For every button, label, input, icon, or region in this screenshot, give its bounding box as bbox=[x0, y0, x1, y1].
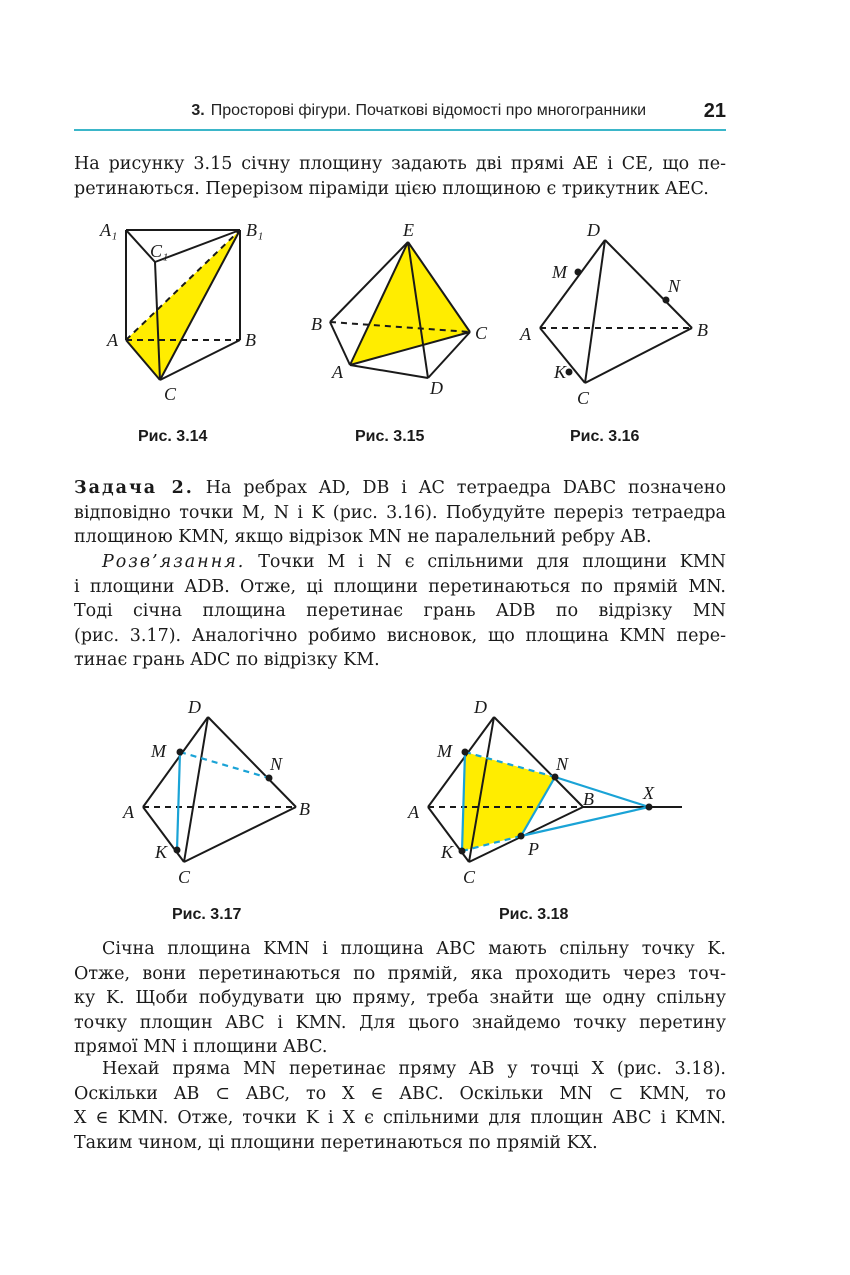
label-B: B bbox=[311, 314, 322, 334]
segment-KM bbox=[177, 752, 180, 850]
label-D: D bbox=[587, 220, 600, 240]
text-line: (рис. 3.17). Аналогічно робимо висновок, що площина KMN пере- bbox=[74, 625, 726, 646]
caption-3-18: Рис. 3.18 bbox=[499, 906, 569, 923]
label-B: B bbox=[583, 789, 594, 809]
figure-3-17 bbox=[143, 717, 296, 862]
text-line: Отже, вони перетинаються по прямій, яка проходить через точ- bbox=[74, 963, 726, 984]
text-line: тинає грань ADC по відрізку KM. bbox=[74, 650, 380, 670]
page-number: 21 bbox=[703, 100, 726, 122]
text-line: ретинаються. Перерізом піраміди цією площиною є трикутник AEC. bbox=[74, 178, 709, 199]
label-M: M bbox=[552, 262, 567, 282]
text-line: Оскільки AB ⊂ ABC, то X ∈ ABC. Оскільки MN ⊂ KMN, то bbox=[74, 1083, 726, 1104]
text-line: ку K. Щоби побудувати цю пряму, треба знайти ще одну спільну bbox=[74, 988, 726, 1008]
chapter-number: 3. bbox=[191, 102, 205, 119]
text-line: і площини ADB. Отже, ці площини перетинаються по прямій MN. bbox=[74, 576, 726, 597]
point-M bbox=[462, 749, 469, 756]
text-line: відповідно точки M, N і K (рис. 3.16). Побудуйте переріз тетраедра bbox=[74, 502, 726, 523]
label-D: D bbox=[430, 378, 443, 398]
point-M bbox=[177, 749, 184, 756]
text-line bbox=[74, 550, 726, 575]
label-B: B bbox=[697, 320, 708, 340]
text-line: площиною KMN, якщо відрізок MN не паралельний ребру AB. bbox=[74, 527, 652, 547]
label-M: M bbox=[151, 741, 166, 761]
text-line: точку площин ABC і KMN. Для цього знайдемо точку перетину bbox=[74, 1012, 726, 1033]
point-P bbox=[518, 833, 525, 840]
label-C: C bbox=[463, 867, 476, 887]
label-A: A bbox=[123, 802, 134, 822]
point-M bbox=[575, 269, 582, 276]
label-C: C bbox=[475, 323, 488, 343]
task-text: На ребрах AD, DB і AC тетраедра DABC позначено bbox=[193, 478, 726, 498]
label-K: K bbox=[155, 842, 168, 862]
task-heading: Задача 2. bbox=[74, 478, 194, 498]
point-N bbox=[552, 774, 559, 781]
label-A1: A₁ bbox=[100, 220, 118, 240]
label-B: B bbox=[299, 799, 310, 819]
paragraph-3 bbox=[74, 937, 726, 1060]
label-C1: C₁ bbox=[150, 241, 169, 261]
figure-3-14 bbox=[126, 230, 240, 380]
label-B: B bbox=[245, 330, 256, 350]
paragraph-4 bbox=[74, 1057, 726, 1155]
label-A: A bbox=[408, 802, 419, 822]
point-K bbox=[566, 369, 573, 376]
text-line: Нехай пряма MN перетинає пряму AB у точці X (рис. 3.18). bbox=[102, 1059, 726, 1079]
label-M: M bbox=[437, 741, 452, 761]
label-B1: B₁ bbox=[246, 220, 264, 240]
point-N bbox=[663, 297, 670, 304]
label-D: D bbox=[474, 697, 487, 717]
label-A: A bbox=[332, 362, 343, 382]
task-paragraph bbox=[74, 476, 726, 550]
label-A: A bbox=[520, 324, 531, 344]
label-C: C bbox=[178, 867, 191, 887]
label-N: N bbox=[270, 754, 283, 774]
caption-3-17: Рис. 3.17 bbox=[172, 906, 242, 923]
text-line bbox=[74, 476, 726, 501]
label-K: K bbox=[554, 362, 567, 382]
chapter-title-text: Просторові фігури. Початкові відомості про многогранники bbox=[210, 102, 646, 119]
label-N: N bbox=[556, 754, 569, 774]
label-N: N bbox=[668, 276, 681, 296]
point-N bbox=[266, 775, 273, 782]
text-line: прямої MN і площини ABC. bbox=[74, 1037, 328, 1057]
label-X: X bbox=[643, 783, 654, 803]
label-C: C bbox=[164, 384, 177, 404]
label-P: P bbox=[528, 839, 539, 859]
text-line: X ∈ KMN. Отже, точки K і X є спільними для площин ABC і KMN. bbox=[74, 1108, 726, 1128]
solution-heading: Розв’язання. bbox=[102, 552, 246, 572]
caption-3-14: Рис. 3.14 bbox=[138, 428, 208, 445]
text-line: Тоді січна площина перетинає грань ADB по відрізку MN bbox=[74, 601, 726, 621]
caption-3-16: Рис. 3.16 bbox=[570, 428, 640, 445]
point-X bbox=[646, 804, 653, 811]
text-line: На рисунку 3.15 січну площину задають дві прямі AE і CE, що пе- bbox=[74, 154, 726, 174]
point-K bbox=[174, 847, 181, 854]
figure-3-15 bbox=[330, 242, 470, 378]
caption-3-15: Рис. 3.15 bbox=[355, 428, 425, 445]
text-line: Січна площина KMN і площина ABC мають спільну точку K. bbox=[102, 939, 726, 959]
label-C: C bbox=[577, 388, 590, 408]
point-K bbox=[459, 848, 466, 855]
label-D: D bbox=[188, 697, 201, 717]
label-E: E bbox=[403, 220, 414, 240]
solution-paragraph bbox=[74, 550, 726, 673]
text-line: Таким чином, ці площини перетинаються по прямій KX. bbox=[74, 1132, 598, 1153]
label-A: A bbox=[107, 330, 118, 350]
solution-text: Точки M і N є спільними для площини KMN bbox=[245, 552, 726, 572]
label-K: K bbox=[441, 842, 454, 862]
